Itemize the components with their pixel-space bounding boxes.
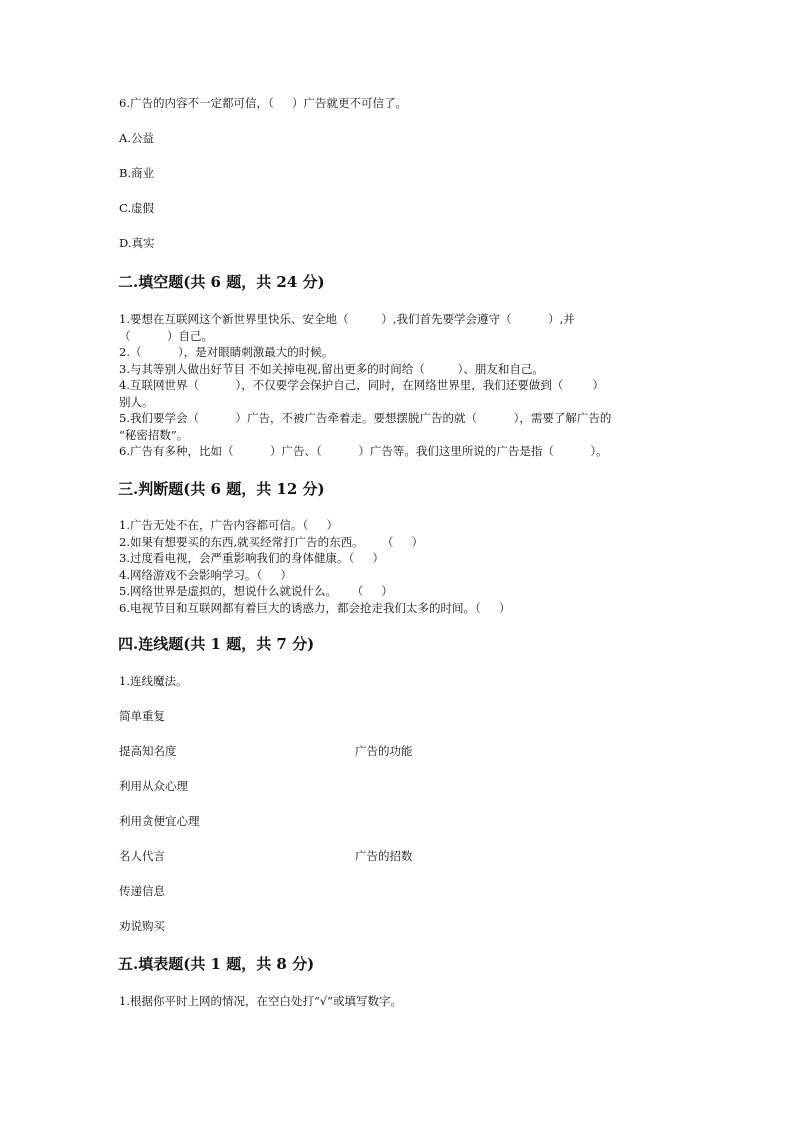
judge-line: 5.网络世界是虚拟的，想说什么就说什么。 （ ） xyxy=(119,584,393,598)
fill-line: 2.（ ），是对眼睛刺激最大的时候。 xyxy=(119,345,334,359)
option-b: B.商业 xyxy=(119,166,155,180)
left-item: 提高知名度 xyxy=(119,744,177,758)
table-question: 1.根据你平时上网的情况，在空白处打“√”或填写数字。 xyxy=(119,994,403,1008)
connect-question: 1.连线魔法。 xyxy=(119,674,188,688)
option-d: D.真实 xyxy=(119,236,155,250)
fill-line: “秘密招数”。 xyxy=(119,427,189,442)
judge-line: 4.网络游戏不会影响学习。（ ） xyxy=(119,567,292,582)
left-item: 名人代言 xyxy=(119,849,165,863)
left-item: 简单重复 xyxy=(119,709,165,723)
fill-line: 6.广告有多种，比如（ ）广告、（ ）广告等。我们这里所说的广告是指（ ）。 xyxy=(119,444,608,458)
section-4-title: 四.连线题(共 1 题，共 7 分) xyxy=(118,635,315,653)
question-6-stem: 6.广告的内容不一定都可信，（ ）广告就更不可信了。 xyxy=(119,96,407,110)
fill-line: （ ）自己。 xyxy=(119,328,214,343)
left-item: 利用贪便宜心理 xyxy=(119,814,200,828)
fill-line: 5.我们要学会（ ）广告，不被广告牵着走。要想摆脱广告的就（ ），需要了解广告的 xyxy=(119,411,612,425)
section-3-title: 三.判断题(共 6 题，共 12 分) xyxy=(118,480,325,498)
section-5-title: 五.填表题(共 1 题，共 8 分) xyxy=(118,955,315,973)
fill-line: 别人。 xyxy=(119,394,154,409)
section-2-body xyxy=(119,311,611,460)
left-item: 传递信息 xyxy=(119,884,165,898)
right-item: 广告的招数 xyxy=(355,849,413,863)
option-a: A.公益 xyxy=(119,131,154,145)
section-2-title: 二.填空题(共 6 题，共 24 分) xyxy=(118,273,325,291)
fill-line: 1.要想在互联网这个新世界里快乐、安全地（ ）,我们首先要学会遵守（ ）,并 xyxy=(119,312,575,326)
judge-line: 2.如果有想要买的东西,就买经常打广告的东西。 （ ） xyxy=(119,534,424,549)
option-c: C.虚假 xyxy=(119,201,155,215)
judge-line: 3.过度看电视，会严重影响我们的身体健康。（ ） xyxy=(119,551,384,565)
left-item: 劝说购买 xyxy=(119,919,165,933)
judge-line: 6.电视节目和互联网都有着巨大的诱惑力，都会抢走我们太多的时间。（ ） xyxy=(119,600,511,615)
section-3-body xyxy=(119,517,511,616)
right-item: 广告的功能 xyxy=(355,744,413,758)
left-item: 利用从众心理 xyxy=(119,779,188,793)
fill-line: 3.与其等别人做出好节目 不如关掉电视,留出更多的时间给（ ）、朋友和自己。 xyxy=(119,361,544,376)
fill-line: 4.互联网世界（ ），不仅要学会保护自己，同时，在网络世界里，我们还要做到（ ） xyxy=(119,378,605,392)
judge-line: 1.广告无处不在，广告内容都可信。（ ） xyxy=(119,518,338,532)
